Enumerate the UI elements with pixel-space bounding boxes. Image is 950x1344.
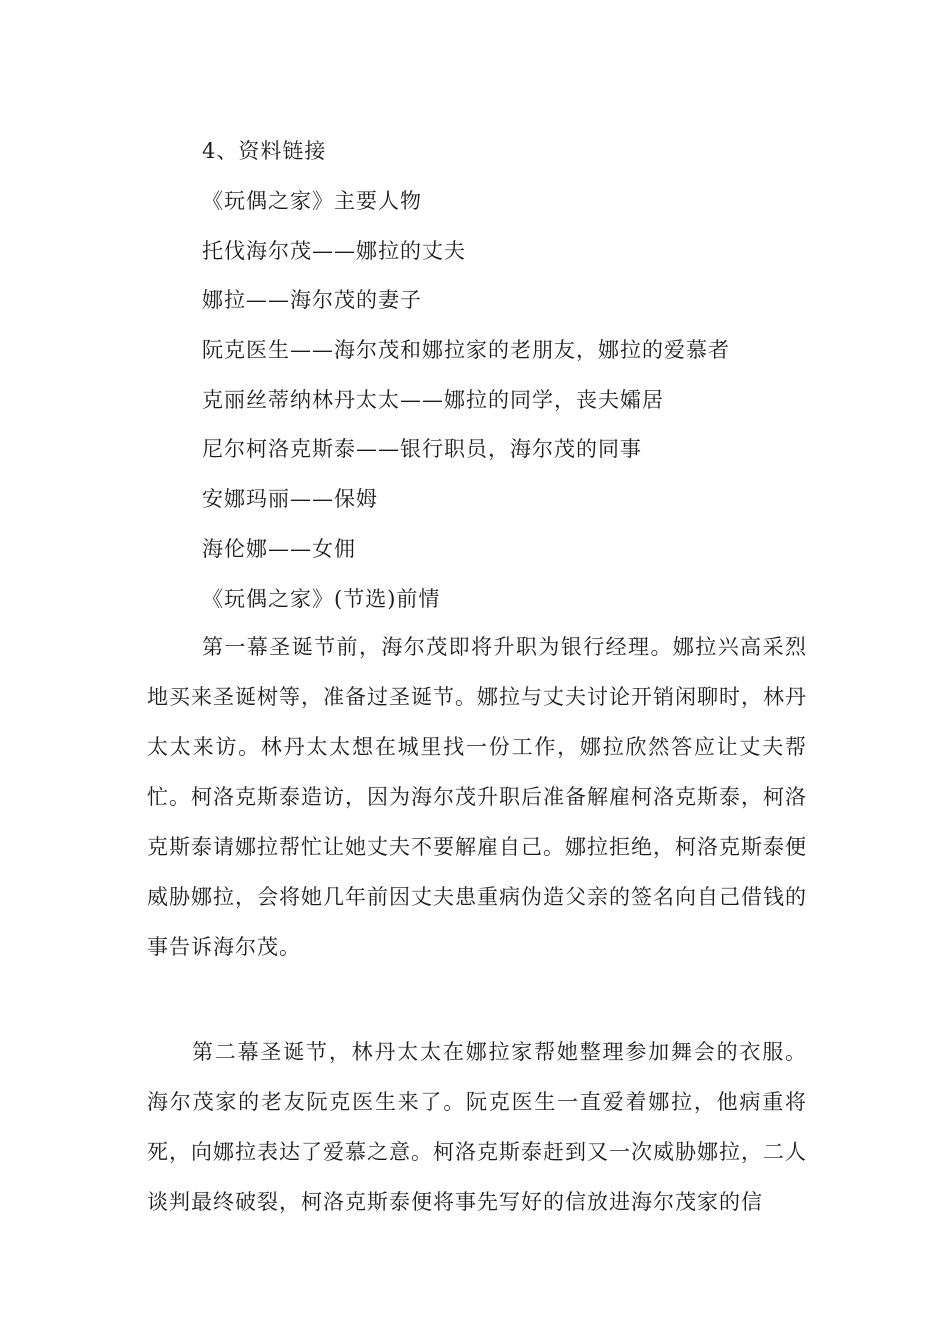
character-line: 安娜玛丽——保姆 bbox=[202, 487, 378, 511]
characters-title: 《玩偶之家》主要人物 bbox=[202, 189, 422, 213]
character-line: 克丽丝蒂纳林丹太太——娜拉的同学，丧夫孀居 bbox=[202, 388, 664, 412]
character-line: 托伐海尔茂——娜拉的丈夫 bbox=[202, 239, 466, 263]
character-line: 娜拉——海尔茂的妻子 bbox=[202, 288, 422, 312]
act-two-paragraph: 第二幕圣诞节，林丹太太在娜拉家帮她整理参加舞会的衣服。海尔茂家的老友阮克医生来了。阮克医生一直爱着娜拉，他病重将死，向娜拉表达了爱慕之意。柯洛克斯泰赶到又一次威胁娜拉，二人谈判最终破裂，柯洛克斯泰便将事先写好的信放进海尔茂家的信 bbox=[147, 1040, 807, 1214]
act-one-paragraph: 第一幕圣诞节前，海尔茂即将升职为银行经理。娜拉兴高采烈地买来圣诞树等，准备过圣诞节。娜拉与丈夫讨论开销闲聊时，林丹太太来访。林丹太太想在城里找一份工作，娜拉欣然答应让丈夫帮忙。柯洛克斯泰造访，因为海尔茂升职后准备解雇柯洛克斯泰，柯洛克斯泰请娜拉帮忙让她丈夫不要解雇自己。娜拉拒绝，柯洛克斯泰便威胁娜拉，会将她几年前因丈夫患重病伪造父亲的签名向自己借钱的事告诉海尔茂。 bbox=[147, 635, 807, 959]
character-line: 海伦娜——女佣 bbox=[202, 537, 356, 561]
character-line: 阮克医生——海尔茂和娜拉家的老朋友，娜拉的爱慕者 bbox=[202, 338, 730, 362]
plot-title: 《玩偶之家》(节选)前情 bbox=[202, 587, 441, 611]
section-heading: 4、资料链接 bbox=[202, 139, 327, 163]
character-line: 尼尔柯洛克斯泰——银行职员，海尔茂的同事 bbox=[202, 437, 642, 461]
